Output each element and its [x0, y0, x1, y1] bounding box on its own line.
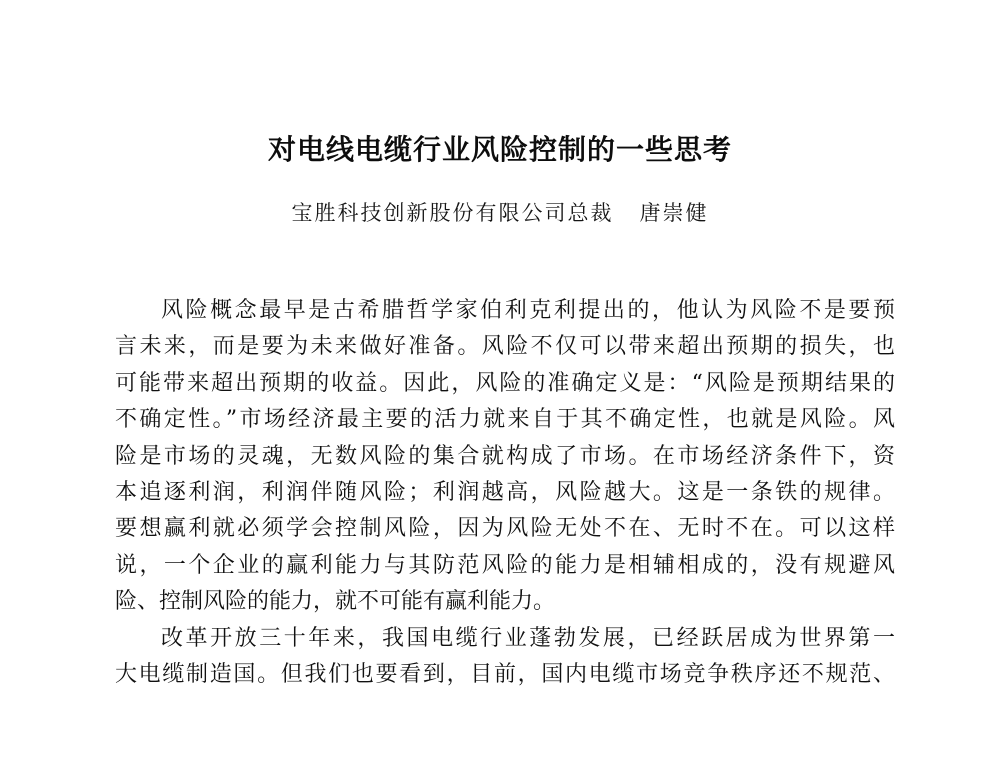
article-title: 对电线电缆行业风险控制的一些思考 — [267, 133, 732, 166]
text-line: 改革开放三十年来，我国电缆行业蓬勃发展，已经跃居成为世界第一 — [161, 625, 895, 651]
byline — [0, 197, 1000, 227]
text-line: 险是市场的灵魂，无数风险的集合就构成了市场。在市场经济条件下，资 — [115, 443, 895, 469]
text-line: 本追逐利润，利润伴随风险；利润越高，风险越大。这是一条铁的规律。 — [115, 479, 895, 505]
article-body — [115, 293, 895, 693]
text-line: 风险概念最早是古希腊哲学家伯利克利提出的，他认为风险不是要预 — [161, 298, 895, 323]
text-line: 不确定性。”市场经济最主要的活力就来自于其不确定性，也就是风险。风 — [115, 407, 895, 433]
text-line: 要想赢利就必须学会控制风险，因为风险无处不在、无时不在。可以这样 — [115, 516, 895, 542]
text-line: 言未来，而是要为未来做好准备。风险不仅可以带来超出预期的损失，也 — [115, 334, 895, 360]
author-name: 唐崇健 — [639, 201, 709, 225]
text-line: 险、控制风险的能力，就不可能有赢利能力。 — [115, 589, 556, 615]
text-line: 说，一个企业的赢利能力与其防范风险的能力是相辅相成的，没有规避风 — [115, 552, 895, 578]
text-line: 大电缆制造国。但我们也要看到，目前，国内电缆市场竞争秩序还不规范、 — [115, 661, 895, 687]
text-line: 可能带来超出预期的收益。因此，风险的准确定义是：“风险是预期结果的 — [115, 370, 895, 396]
paragraph — [115, 293, 895, 621]
author-affiliation: 宝胜科技创新股份有限公司总裁 — [291, 201, 614, 225]
paragraph — [115, 621, 895, 694]
